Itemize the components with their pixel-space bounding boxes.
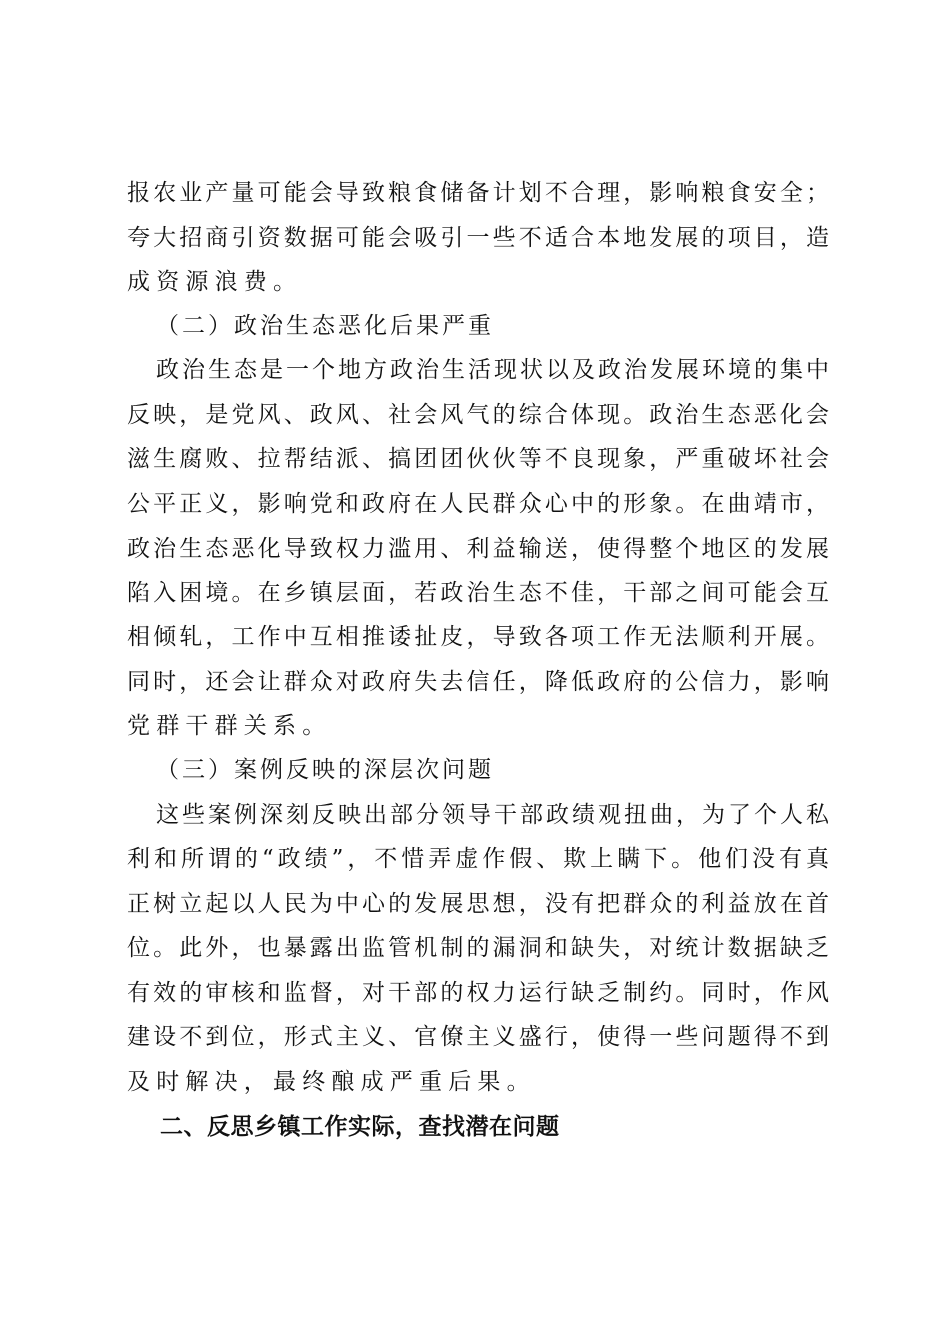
paragraph-line: 陷入困境。在乡镇层面，若政治生态不佳，干部之间可能会互 [127,580,829,606]
paragraph-line: 正树立起以人民为中心的发展思想，没有把群众的利益放在首 [127,891,829,917]
paragraph-line: 政治生态是一个地方政治生活现状以及政治发展环境的集中 [156,357,829,383]
paragraph-line: 成资源浪费。 [127,269,303,295]
paragraph-line: 夸大招商引资数据可能会吸引一些不适合本地发展的项目，造 [127,225,829,251]
paragraph-line: 滋生腐败、拉帮结派、搞团团伙伙等不良现象，严重破坏社会 [127,446,829,472]
paragraph-line: 政治生态恶化导致权力滥用、利益输送，使得整个地区的发展 [127,536,829,562]
section-heading: 二、反思乡镇工作实际，查找潜在问题 [160,1114,560,1140]
paragraph-line: 报农业产量可能会导致粮食储备计划不合理，影响粮食安全； [127,180,829,206]
paragraph-line: 利和所谓的“政绩”，不惜弄虚作假、欺上瞒下。他们没有真 [127,846,829,872]
paragraph-line: 公平正义，影响党和政府在人民群众心中的形象。在曲靖市， [127,491,829,517]
paragraph-line: 党群干群关系。 [127,713,332,739]
paragraph-line: 有效的审核和监督，对干部的权力运行缺乏制约。同时，作风 [127,980,829,1006]
paragraph-line: 反映，是党风、政风、社会风气的综合体现。政治生态恶化会 [127,402,829,428]
paragraph-line: 这些案例深刻反映出部分领导干部政绩观扭曲，为了个人私 [156,802,829,828]
subsection-heading: （三）案例反映的深层次问题 [156,757,494,783]
paragraph-line: 位。此外，也暴露出监管机制的漏洞和缺失，对统计数据缺乏 [127,935,829,961]
paragraph-line: 建设不到位，形式主义、官僚主义盛行，使得一些问题得不到 [127,1024,829,1050]
paragraph-line: 及时解决，最终酿成严重后果。 [127,1069,536,1095]
paragraph-line: 同时，还会让群众对政府失去信任，降低政府的公信力，影响 [127,669,829,695]
paragraph-line: 相倾轧，工作中互相推诿扯皮，导致各项工作无法顺利开展。 [127,624,829,650]
subsection-heading: （二）政治生态恶化后果严重 [156,313,494,339]
